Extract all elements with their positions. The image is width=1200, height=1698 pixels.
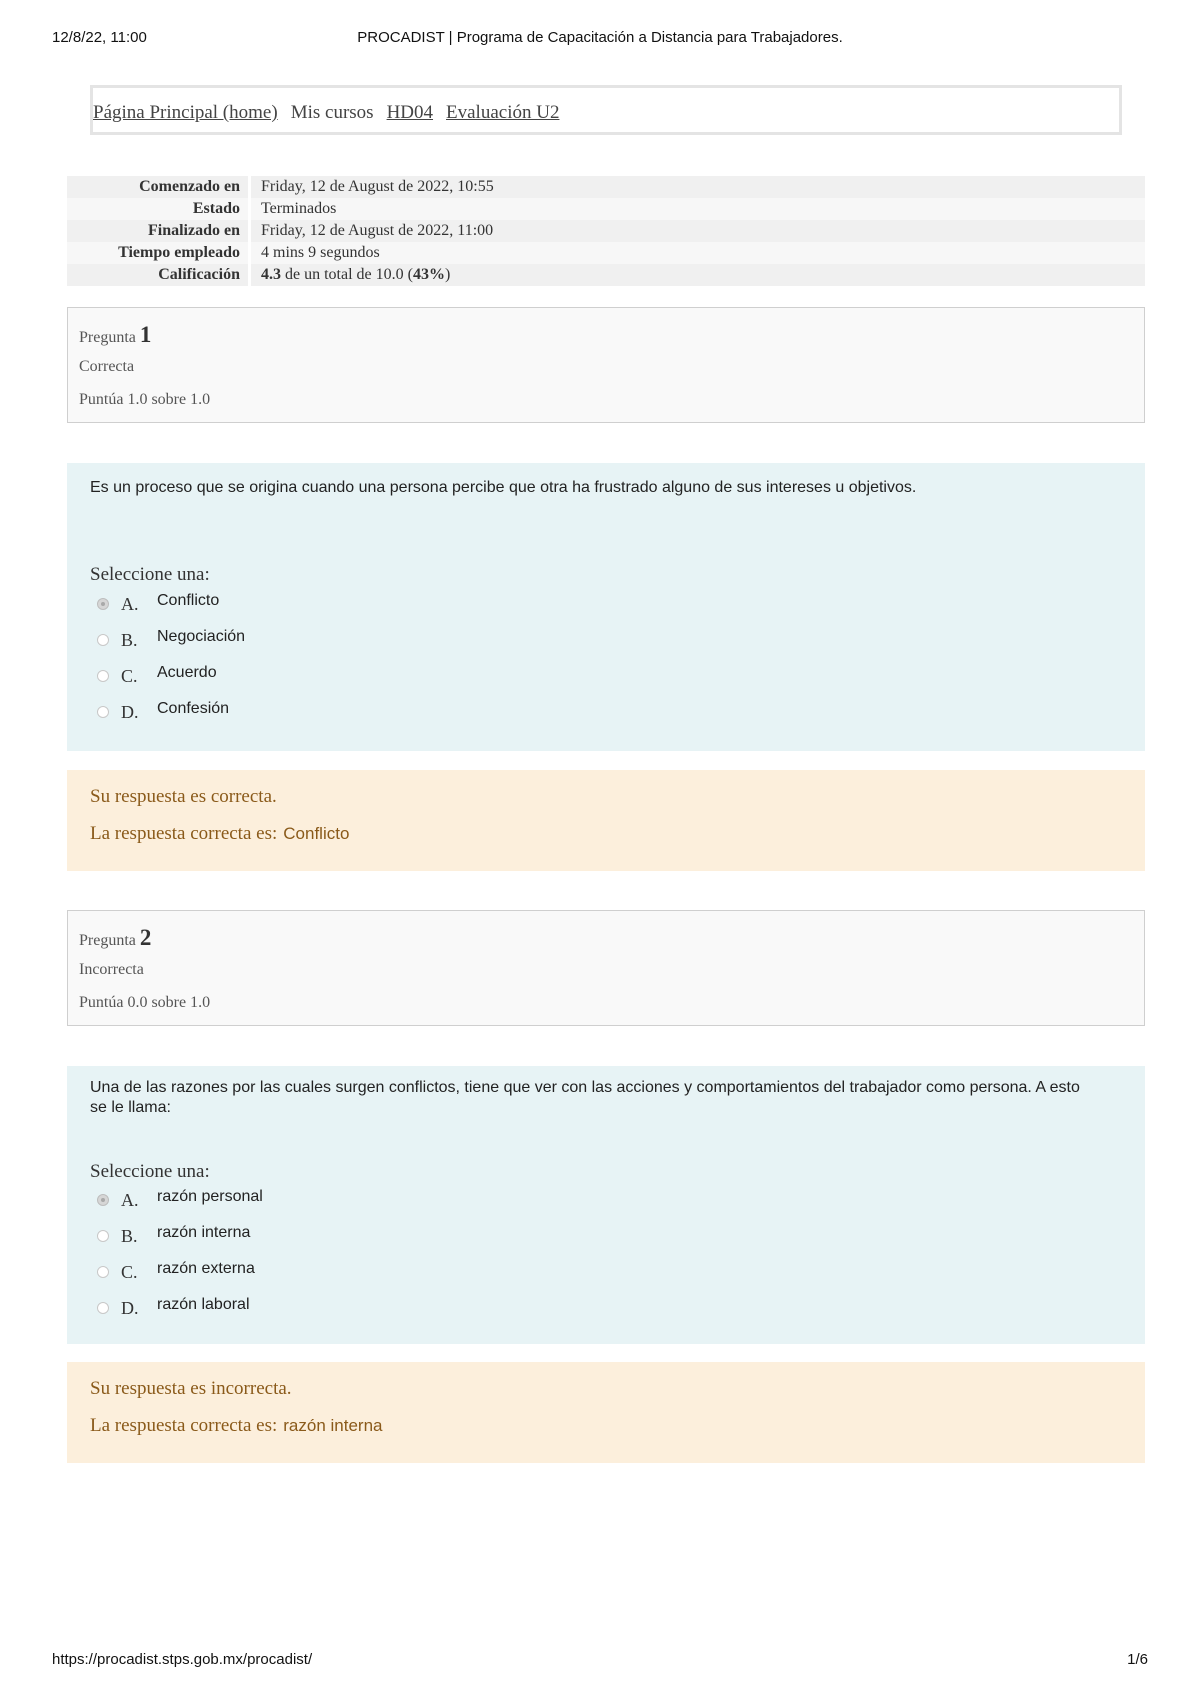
radio-unchecked-icon[interactable] — [97, 1302, 109, 1314]
option-text: Acuerdo — [157, 664, 217, 681]
radio-checked-icon[interactable] — [97, 1194, 109, 1206]
option-letter: B. — [121, 630, 138, 650]
summary-row-finished — [67, 220, 1145, 242]
feedback-result: Su respuesta es incorrecta. — [90, 1378, 292, 1399]
question-number: 1 — [139, 322, 152, 347]
grade-total-text: de un total de 10.0 ( — [285, 266, 413, 283]
summary-time-value: 4 mins 9 segundos — [250, 242, 1146, 264]
question-2-info — [67, 910, 1145, 1026]
radio-unchecked-icon[interactable] — [97, 1266, 109, 1278]
breadcrumb-home-link[interactable]: Página Principal (home) — [93, 102, 278, 123]
feedback-result: Su respuesta es correcta. — [90, 786, 277, 807]
right-answer-label: La respuesta correcta es: — [90, 1415, 278, 1436]
feedback-right-answer — [90, 823, 349, 845]
right-answer-value: Conflicto — [283, 824, 350, 843]
question-2-grade: Puntúa 0.0 sobre 1.0 — [79, 994, 211, 1011]
question-2-number — [79, 925, 151, 951]
grade-score: 4.3 — [261, 266, 281, 283]
question-label: Pregunta — [79, 932, 136, 949]
summary-started-value: Friday, 12 de August de 2022, 10:55 — [250, 176, 1146, 198]
option-letter: C. — [121, 1262, 138, 1282]
summary-row-time — [67, 242, 1145, 264]
print-page-number: 1/6 — [1127, 1651, 1148, 1668]
question-2-state: Incorrecta — [79, 961, 144, 978]
question-1-text: Es un proceso que se origina cuando una persona percibe que otra ha frustrado alguno de sus intereses u objetivos. — [90, 479, 917, 496]
question-2-content — [67, 1066, 1145, 1344]
print-page-title: PROCADIST | Programa de Capacitación a Distancia para Trabajadores. — [357, 29, 843, 46]
attempt-summary-table — [67, 176, 1145, 286]
radio-checked-icon[interactable] — [97, 598, 109, 610]
radio-unchecked-icon[interactable] — [97, 670, 109, 682]
breadcrumb-my-courses: Mis cursos — [290, 102, 374, 123]
print-header — [52, 29, 1148, 49]
summary-started-label: Comenzado en — [67, 176, 250, 198]
breadcrumb — [90, 85, 1122, 135]
print-url: https://procadist.stps.gob.mx/procadist/ — [52, 1651, 313, 1668]
question-1-prompt: Seleccione una: — [90, 564, 210, 585]
question-2-text: Una de las razones por las cuales surgen conflictos, tiene que ver con las acciones y comportamientos del trabajador como persona. A esto se le llama: — [90, 1079, 1080, 1116]
question-label: Pregunta — [79, 329, 136, 346]
question-1-grade: Puntúa 1.0 sobre 1.0 — [79, 391, 211, 408]
option-text: Confesión — [157, 700, 230, 717]
option-letter: B. — [121, 1226, 138, 1246]
question-number: 2 — [139, 925, 152, 950]
option-letter: A. — [121, 594, 139, 614]
summary-grade-value — [250, 264, 1146, 286]
option-text: razón interna — [157, 1224, 251, 1241]
summary-state-label: Estado — [67, 198, 250, 220]
question-1-info — [67, 307, 1145, 423]
option-letter: D. — [121, 702, 139, 722]
question-2-feedback — [67, 1362, 1145, 1463]
question-1-feedback — [67, 770, 1145, 871]
summary-row-started — [67, 176, 1145, 198]
radio-unchecked-icon[interactable] — [97, 706, 109, 718]
grade-percent: 43% — [412, 266, 445, 283]
right-answer-label: La respuesta correcta es: — [90, 823, 278, 844]
option-text: razón externa — [157, 1260, 255, 1277]
summary-finished-label: Finalizado en — [67, 220, 250, 242]
option-text: Negociación — [157, 628, 246, 645]
print-footer — [52, 1651, 1148, 1671]
summary-time-label: Tiempo empleado — [67, 242, 250, 264]
question-1-number — [79, 322, 151, 348]
option-text: razón personal — [157, 1188, 263, 1205]
print-datetime: 12/8/22, 11:00 — [52, 29, 147, 46]
option-text: Conflicto — [157, 592, 220, 609]
feedback-right-answer — [90, 1415, 383, 1437]
option-letter: A. — [121, 1190, 139, 1210]
question-1-state: Correcta — [79, 358, 135, 375]
breadcrumb-course-link[interactable]: HD04 — [386, 102, 434, 123]
radio-unchecked-icon[interactable] — [97, 634, 109, 646]
summary-row-state — [67, 198, 1145, 220]
radio-unchecked-icon[interactable] — [97, 1230, 109, 1242]
grade-close-paren: ) — [444, 266, 451, 283]
summary-row-grade — [67, 264, 1145, 286]
option-letter: D. — [121, 1298, 139, 1318]
summary-state-value: Terminados — [250, 198, 1146, 220]
question-2-prompt: Seleccione una: — [90, 1161, 210, 1182]
summary-finished-value: Friday, 12 de August de 2022, 11:00 — [250, 220, 1146, 242]
option-letter: C. — [121, 666, 138, 686]
question-1-content — [67, 463, 1145, 751]
summary-grade-label: Calificación — [67, 264, 250, 286]
breadcrumb-quiz-link[interactable]: Evaluación U2 — [446, 102, 560, 123]
right-answer-value: razón interna — [283, 1416, 383, 1435]
option-text: razón laboral — [157, 1296, 250, 1313]
